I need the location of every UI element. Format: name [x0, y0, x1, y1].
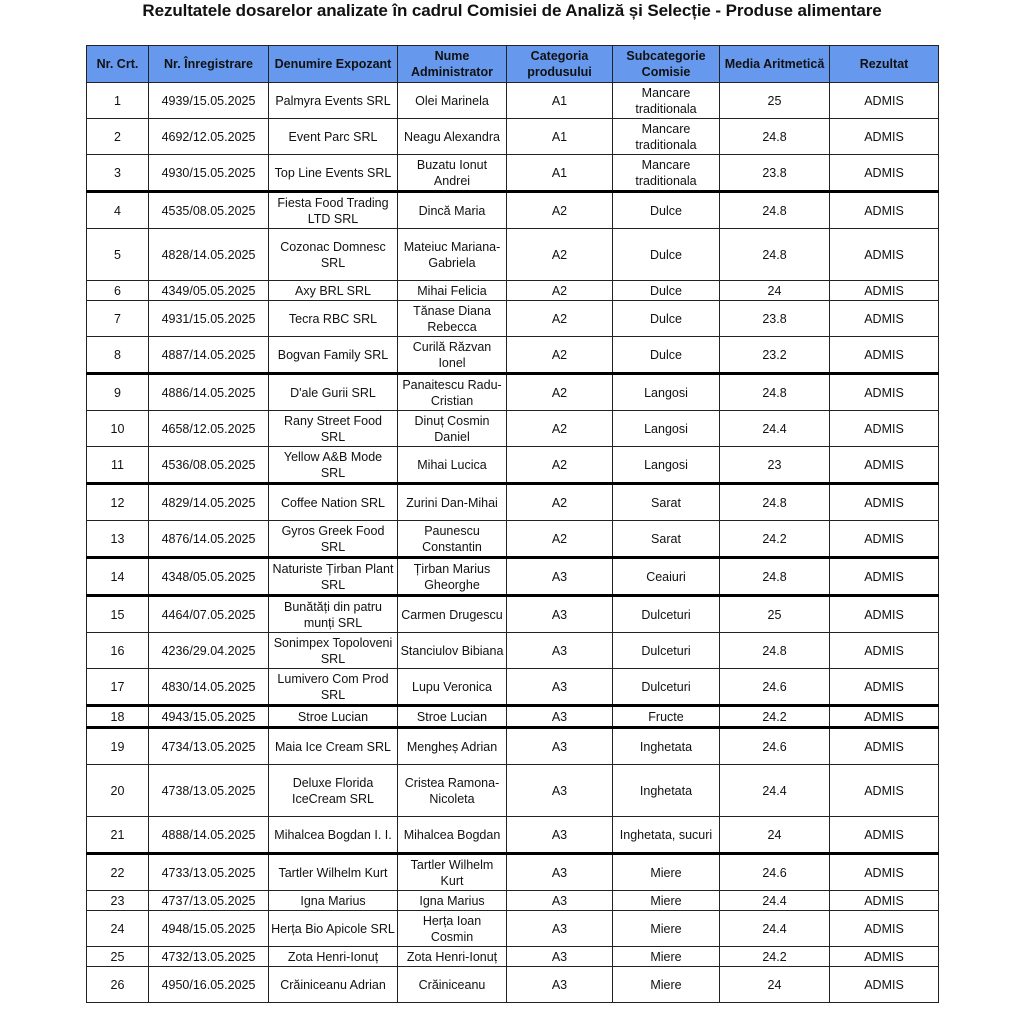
cell-subcategorie: Miere — [613, 854, 720, 891]
cell-categoria: A1 — [507, 119, 613, 155]
cell-nume-administrator: Buzatu Ionut Andrei — [398, 155, 507, 192]
cell-categoria: A2 — [507, 281, 613, 301]
cell-nr-crt: 2 — [87, 119, 149, 155]
cell-nr-crt: 25 — [87, 947, 149, 967]
cell-nr-crt: 13 — [87, 521, 149, 558]
cell-nume-administrator: Cristea Ramona-Nicoleta — [398, 765, 507, 817]
cell-subcategorie: Fructe — [613, 706, 720, 728]
cell-nr-inregistrare: 4737/13.05.2025 — [149, 891, 269, 911]
cell-nr-crt: 10 — [87, 411, 149, 447]
cell-media: 24.6 — [720, 669, 830, 706]
cell-subcategorie: Dulce — [613, 192, 720, 229]
cell-categoria: A2 — [507, 374, 613, 411]
cell-subcategorie: Inghetata — [613, 728, 720, 765]
cell-media: 24 — [720, 967, 830, 1003]
cell-nr-inregistrare: 4236/29.04.2025 — [149, 633, 269, 669]
cell-denumire-expozant: Naturiste Țirban Plant SRL — [269, 558, 398, 596]
cell-nr-crt: 23 — [87, 891, 149, 911]
cell-media: 23 — [720, 447, 830, 484]
cell-nr-inregistrare: 4930/15.05.2025 — [149, 155, 269, 192]
cell-rezultat: ADMIS — [830, 155, 939, 192]
cell-nume-administrator: Dincă Maria — [398, 192, 507, 229]
cell-nume-administrator: Olei Marinela — [398, 83, 507, 119]
cell-categoria: A2 — [507, 229, 613, 281]
cell-denumire-expozant: Stroe Lucian — [269, 706, 398, 728]
cell-media: 24.2 — [720, 521, 830, 558]
cell-nr-crt: 11 — [87, 447, 149, 484]
cell-nume-administrator: Paunescu Constantin — [398, 521, 507, 558]
cell-subcategorie: Ceaiuri — [613, 558, 720, 596]
cell-denumire-expozant: Top Line Events SRL — [269, 155, 398, 192]
cell-media: 23.2 — [720, 337, 830, 374]
cell-denumire-expozant: Palmyra Events SRL — [269, 83, 398, 119]
cell-denumire-expozant: Axy BRL SRL — [269, 281, 398, 301]
cell-nume-administrator: Dinuț Cosmin Daniel — [398, 411, 507, 447]
cell-media: 24.8 — [720, 633, 830, 669]
cell-media: 25 — [720, 83, 830, 119]
cell-nr-crt: 24 — [87, 911, 149, 947]
cell-subcategorie: Dulceturi — [613, 633, 720, 669]
header-categoria-produsului: Categoria produsului — [507, 46, 613, 83]
cell-nr-crt: 5 — [87, 229, 149, 281]
cell-nr-inregistrare: 4939/15.05.2025 — [149, 83, 269, 119]
cell-subcategorie: Langosi — [613, 447, 720, 484]
cell-categoria: A1 — [507, 83, 613, 119]
cell-nume-administrator: Tănase Diana Rebecca — [398, 301, 507, 337]
cell-nume-administrator: Zota Henri-Ionuț — [398, 947, 507, 967]
cell-categoria: A3 — [507, 633, 613, 669]
cell-subcategorie: Langosi — [613, 374, 720, 411]
cell-nr-crt: 8 — [87, 337, 149, 374]
cell-subcategorie: Dulceturi — [613, 596, 720, 633]
cell-nr-crt: 4 — [87, 192, 149, 229]
cell-denumire-expozant: Tartler Wilhelm Kurt — [269, 854, 398, 891]
cell-subcategorie: Inghetata — [613, 765, 720, 817]
cell-media: 24.2 — [720, 706, 830, 728]
cell-subcategorie: Dulceturi — [613, 669, 720, 706]
cell-nr-inregistrare: 4734/13.05.2025 — [149, 728, 269, 765]
cell-categoria: A3 — [507, 728, 613, 765]
table-row — [87, 192, 939, 229]
cell-nr-inregistrare: 4348/05.05.2025 — [149, 558, 269, 596]
cell-nr-inregistrare: 4738/13.05.2025 — [149, 765, 269, 817]
cell-nume-administrator: Stroe Lucian — [398, 706, 507, 728]
table-row — [87, 301, 939, 337]
cell-rezultat: ADMIS — [830, 817, 939, 854]
cell-rezultat: ADMIS — [830, 229, 939, 281]
table-row — [87, 119, 939, 155]
cell-categoria: A3 — [507, 891, 613, 911]
header-nume-administrator: Nume Administrator — [398, 46, 507, 83]
cell-denumire-expozant: Lumivero Com Prod SRL — [269, 669, 398, 706]
cell-nr-crt: 17 — [87, 669, 149, 706]
cell-media: 24 — [720, 281, 830, 301]
cell-nr-crt: 20 — [87, 765, 149, 817]
cell-nr-crt: 15 — [87, 596, 149, 633]
cell-media: 25 — [720, 596, 830, 633]
table-row — [87, 817, 939, 854]
table-row — [87, 911, 939, 947]
cell-denumire-expozant: Event Parc SRL — [269, 119, 398, 155]
cell-rezultat: ADMIS — [830, 301, 939, 337]
cell-nr-inregistrare: 4943/15.05.2025 — [149, 706, 269, 728]
cell-categoria: A2 — [507, 301, 613, 337]
cell-nr-inregistrare: 4658/12.05.2025 — [149, 411, 269, 447]
table-row — [87, 521, 939, 558]
cell-nr-inregistrare: 4887/14.05.2025 — [149, 337, 269, 374]
cell-subcategorie: Mancare traditionala — [613, 155, 720, 192]
cell-rezultat: ADMIS — [830, 891, 939, 911]
table-row — [87, 281, 939, 301]
cell-nume-administrator: Herța Ioan Cosmin — [398, 911, 507, 947]
cell-categoria: A3 — [507, 967, 613, 1003]
cell-nr-inregistrare: 4830/14.05.2025 — [149, 669, 269, 706]
table-row — [87, 728, 939, 765]
cell-categoria: A3 — [507, 765, 613, 817]
cell-nr-inregistrare: 4732/13.05.2025 — [149, 947, 269, 967]
table-row — [87, 633, 939, 669]
cell-categoria: A2 — [507, 447, 613, 484]
cell-nume-administrator: Tartler Wilhelm Kurt — [398, 854, 507, 891]
cell-nr-crt: 14 — [87, 558, 149, 596]
cell-media: 23.8 — [720, 301, 830, 337]
cell-media: 24.4 — [720, 891, 830, 911]
header-rezultat: Rezultat — [830, 46, 939, 83]
cell-denumire-expozant: Crăiniceanu Adrian — [269, 967, 398, 1003]
cell-denumire-expozant: Bogvan Family SRL — [269, 337, 398, 374]
cell-subcategorie: Dulce — [613, 337, 720, 374]
table-row — [87, 374, 939, 411]
cell-rezultat: ADMIS — [830, 967, 939, 1003]
cell-media: 24.4 — [720, 411, 830, 447]
cell-subcategorie: Miere — [613, 967, 720, 1003]
cell-subcategorie: Dulce — [613, 281, 720, 301]
cell-nr-inregistrare: 4828/14.05.2025 — [149, 229, 269, 281]
cell-nume-administrator: Carmen Drugescu — [398, 596, 507, 633]
cell-nr-inregistrare: 4349/05.05.2025 — [149, 281, 269, 301]
cell-denumire-expozant: Rany Street Food SRL — [269, 411, 398, 447]
cell-denumire-expozant: Coffee Nation SRL — [269, 484, 398, 521]
cell-rezultat: ADMIS — [830, 337, 939, 374]
cell-nr-inregistrare: 4931/15.05.2025 — [149, 301, 269, 337]
cell-rezultat: ADMIS — [830, 192, 939, 229]
cell-nume-administrator: Lupu Veronica — [398, 669, 507, 706]
cell-media: 24.2 — [720, 947, 830, 967]
cell-denumire-expozant: Maia Ice Cream SRL — [269, 728, 398, 765]
cell-subcategorie: Sarat — [613, 484, 720, 521]
cell-nr-inregistrare: 4876/14.05.2025 — [149, 521, 269, 558]
cell-nume-administrator: Curilă Răzvan Ionel — [398, 337, 507, 374]
cell-denumire-expozant: Tecra RBC SRL — [269, 301, 398, 337]
cell-denumire-expozant: Mihalcea Bogdan I. I. — [269, 817, 398, 854]
cell-subcategorie: Langosi — [613, 411, 720, 447]
table-header-row — [87, 46, 939, 83]
cell-categoria: A2 — [507, 521, 613, 558]
cell-nr-inregistrare: 4733/13.05.2025 — [149, 854, 269, 891]
cell-rezultat: ADMIS — [830, 765, 939, 817]
cell-nr-inregistrare: 4536/08.05.2025 — [149, 447, 269, 484]
cell-media: 24.8 — [720, 119, 830, 155]
cell-subcategorie: Inghetata, sucuri — [613, 817, 720, 854]
cell-rezultat: ADMIS — [830, 728, 939, 765]
results-table — [86, 45, 939, 1003]
cell-denumire-expozant: Zota Henri-Ionuț — [269, 947, 398, 967]
cell-nr-inregistrare: 4692/12.05.2025 — [149, 119, 269, 155]
cell-media: 24.8 — [720, 484, 830, 521]
cell-nume-administrator: Mengheș Adrian — [398, 728, 507, 765]
cell-nr-crt: 26 — [87, 967, 149, 1003]
table-row — [87, 83, 939, 119]
cell-nr-crt: 3 — [87, 155, 149, 192]
cell-nr-crt: 22 — [87, 854, 149, 891]
table-row — [87, 337, 939, 374]
table-row — [87, 229, 939, 281]
cell-rezultat: ADMIS — [830, 119, 939, 155]
cell-media: 24.8 — [720, 558, 830, 596]
cell-media: 24.8 — [720, 374, 830, 411]
table-row — [87, 891, 939, 911]
cell-nume-administrator: Neagu Alexandra — [398, 119, 507, 155]
cell-categoria: A3 — [507, 911, 613, 947]
cell-categoria: A3 — [507, 706, 613, 728]
cell-nr-crt: 1 — [87, 83, 149, 119]
cell-denumire-expozant: Fiesta Food Trading LTD SRL — [269, 192, 398, 229]
cell-nr-inregistrare: 4464/07.05.2025 — [149, 596, 269, 633]
cell-denumire-expozant: Gyros Greek Food SRL — [269, 521, 398, 558]
cell-categoria: A3 — [507, 558, 613, 596]
table-row — [87, 967, 939, 1003]
cell-rezultat: ADMIS — [830, 947, 939, 967]
cell-nume-administrator: Mihai Felicia — [398, 281, 507, 301]
cell-subcategorie: Mancare traditionala — [613, 83, 720, 119]
cell-subcategorie: Sarat — [613, 521, 720, 558]
cell-nume-administrator: Panaitescu Radu-Cristian — [398, 374, 507, 411]
document-title: Rezultatele dosarelor analizate în cadrul Comisiei de Analiză și Selecție - Produse alimentare — [142, 1, 882, 20]
cell-categoria: A1 — [507, 155, 613, 192]
table-row — [87, 669, 939, 706]
cell-subcategorie: Miere — [613, 947, 720, 967]
cell-rezultat: ADMIS — [830, 633, 939, 669]
cell-rezultat: ADMIS — [830, 411, 939, 447]
cell-rezultat: ADMIS — [830, 706, 939, 728]
cell-rezultat: ADMIS — [830, 596, 939, 633]
cell-media: 24.4 — [720, 765, 830, 817]
cell-nume-administrator: Zurini Dan-Mihai — [398, 484, 507, 521]
cell-rezultat: ADMIS — [830, 281, 939, 301]
cell-subcategorie: Mancare traditionala — [613, 119, 720, 155]
cell-nume-administrator: Mihalcea Bogdan — [398, 817, 507, 854]
cell-categoria: A2 — [507, 337, 613, 374]
cell-nr-inregistrare: 4829/14.05.2025 — [149, 484, 269, 521]
cell-nr-crt: 12 — [87, 484, 149, 521]
cell-rezultat: ADMIS — [830, 854, 939, 891]
cell-subcategorie: Miere — [613, 911, 720, 947]
header-denumire-expozant: Denumire Expozant — [269, 46, 398, 83]
cell-rezultat: ADMIS — [830, 83, 939, 119]
cell-categoria: A3 — [507, 596, 613, 633]
cell-subcategorie: Miere — [613, 891, 720, 911]
cell-media: 24.6 — [720, 854, 830, 891]
header-subcategorie-comisie: Subcategorie Comisie — [613, 46, 720, 83]
cell-categoria: A2 — [507, 411, 613, 447]
cell-categoria: A3 — [507, 669, 613, 706]
cell-rezultat: ADMIS — [830, 521, 939, 558]
cell-nr-crt: 21 — [87, 817, 149, 854]
cell-denumire-expozant: Yellow A&B Mode SRL — [269, 447, 398, 484]
cell-nr-inregistrare: 4886/14.05.2025 — [149, 374, 269, 411]
cell-nume-administrator: Mihai Lucica — [398, 447, 507, 484]
cell-denumire-expozant: Herța Bio Apicole SRL — [269, 911, 398, 947]
cell-categoria: A2 — [507, 192, 613, 229]
cell-nr-crt: 18 — [87, 706, 149, 728]
table-row — [87, 484, 939, 521]
header-nr-crt: Nr. Crt. — [87, 46, 149, 83]
table-row — [87, 765, 939, 817]
table-row — [87, 447, 939, 484]
cell-denumire-expozant: Sonimpex Topoloveni SRL — [269, 633, 398, 669]
cell-media: 24.8 — [720, 229, 830, 281]
cell-nume-administrator: Igna Marius — [398, 891, 507, 911]
header-media-aritmetica: Media Aritmetică — [720, 46, 830, 83]
cell-categoria: A3 — [507, 854, 613, 891]
cell-media: 23.8 — [720, 155, 830, 192]
cell-nume-administrator: Crăiniceanu — [398, 967, 507, 1003]
cell-nr-inregistrare: 4948/15.05.2025 — [149, 911, 269, 947]
cell-media: 24.8 — [720, 192, 830, 229]
cell-rezultat: ADMIS — [830, 484, 939, 521]
cell-denumire-expozant: Igna Marius — [269, 891, 398, 911]
table-row — [87, 854, 939, 891]
cell-denumire-expozant: Deluxe Florida IceCream SRL — [269, 765, 398, 817]
table-row — [87, 558, 939, 596]
table-row — [87, 947, 939, 967]
cell-media: 24.6 — [720, 728, 830, 765]
cell-nr-crt: 7 — [87, 301, 149, 337]
table-row — [87, 411, 939, 447]
cell-categoria: A3 — [507, 947, 613, 967]
cell-categoria: A3 — [507, 817, 613, 854]
cell-denumire-expozant: Bunătăți din patru munți SRL — [269, 596, 398, 633]
cell-denumire-expozant: Cozonac Domnesc SRL — [269, 229, 398, 281]
cell-nr-inregistrare: 4950/16.05.2025 — [149, 967, 269, 1003]
cell-categoria: A2 — [507, 484, 613, 521]
cell-rezultat: ADMIS — [830, 669, 939, 706]
cell-nr-inregistrare: 4535/08.05.2025 — [149, 192, 269, 229]
cell-rezultat: ADMIS — [830, 447, 939, 484]
cell-denumire-expozant: D'ale Gurii SRL — [269, 374, 398, 411]
cell-nr-inregistrare: 4888/14.05.2025 — [149, 817, 269, 854]
cell-nume-administrator: Stanciulov Bibiana — [398, 633, 507, 669]
cell-nr-crt: 9 — [87, 374, 149, 411]
table-body — [87, 83, 939, 1003]
table-row — [87, 596, 939, 633]
header-nr-inregistrare: Nr. Înregistrare — [149, 46, 269, 83]
cell-nr-crt: 19 — [87, 728, 149, 765]
cell-nr-crt: 6 — [87, 281, 149, 301]
table-row — [87, 155, 939, 192]
cell-rezultat: ADMIS — [830, 911, 939, 947]
cell-subcategorie: Dulce — [613, 301, 720, 337]
table-row — [87, 706, 939, 728]
cell-nr-crt: 16 — [87, 633, 149, 669]
cell-nume-administrator: Mateiuc Mariana-Gabriela — [398, 229, 507, 281]
cell-media: 24 — [720, 817, 830, 854]
cell-subcategorie: Dulce — [613, 229, 720, 281]
cell-nume-administrator: Țirban Marius Gheorghe — [398, 558, 507, 596]
cell-rezultat: ADMIS — [830, 374, 939, 411]
cell-media: 24.4 — [720, 911, 830, 947]
cell-rezultat: ADMIS — [830, 558, 939, 596]
